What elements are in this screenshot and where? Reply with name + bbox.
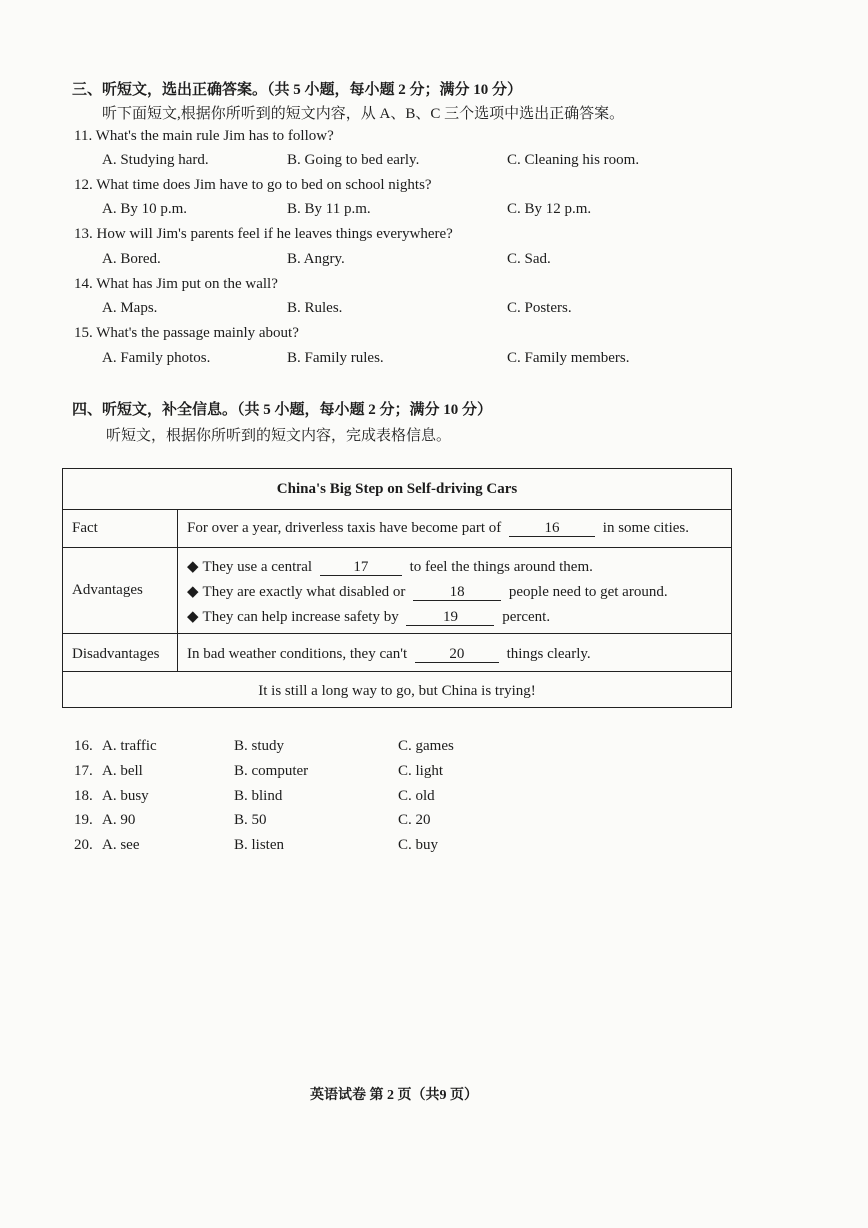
option-number: 19. (74, 812, 93, 828)
option-c: C. Sad. (507, 251, 551, 267)
option-a: A. traffic (102, 738, 157, 754)
option-c: C. 20 (398, 812, 431, 828)
disadvantages-label: Disadvantages (72, 646, 160, 662)
question-stem: 14. What has Jim put on the wall? (74, 276, 278, 292)
section-4-heading: 四、听短文，补全信息。（共 5 小题，每小题 2 分；满分 10 分） (72, 402, 493, 418)
option-c: C. By 12 p.m. (507, 201, 592, 217)
question-stem: 11. What's the main rule Jim has to follow? (74, 128, 334, 144)
option-c: C. old (398, 788, 435, 804)
table-row-fact (63, 509, 731, 547)
advantage-2: ◆ They are exactly what disabled or 18 people need to get around. (187, 584, 668, 600)
option-a: A. Studying hard. (102, 152, 209, 168)
option-b: B. Rules. (287, 300, 343, 316)
blank-20: 20 (415, 646, 499, 663)
table-title: China's Big Step on Self-driving Cars (276, 481, 518, 497)
option-a: A. see (102, 837, 140, 853)
section-4-instruction: 听短文，根据你所听到的短文内容，完成表格信息。 (106, 428, 452, 444)
disadvantage-text: In bad weather conditions, they can't 20 things clearly. (187, 646, 591, 662)
section-3-heading: 三、听短文，选出正确答案。（共 5 小题，每小题 2 分；满分 10 分） (72, 82, 523, 98)
page-footer: 英语试卷 第 2 页（共9 页） (310, 1088, 478, 1103)
fact-text: For over a year, driverless taxis have become part of 16 in some cities. (187, 520, 690, 536)
option-a: A. busy (102, 788, 149, 804)
option-a: A. Bored. (102, 251, 161, 267)
option-b: B. Angry. (287, 251, 345, 267)
section-3-instruction: 听下面短文,根据你所听到的短文内容，从 A、B、C 三个选项中选出正确答案。 (102, 106, 625, 122)
question-stem: 12. What time does Jim have to go to bed on school nights? (74, 177, 432, 193)
table-row-disadvantages (63, 633, 731, 671)
info-table (62, 468, 732, 708)
option-a: A. By 10 p.m. (102, 201, 188, 217)
fact-label: Fact (72, 520, 98, 536)
closing-text: It is still a long way to go, but China is trying! (258, 683, 536, 699)
option-b: B. Family rules. (287, 350, 384, 366)
advantages-label: Advantages (72, 582, 143, 598)
option-a: A. bell (102, 763, 143, 779)
option-number: 17. (74, 763, 93, 779)
blank-18: 18 (413, 584, 501, 601)
question-stem: 13. How will Jim's parents feel if he leaves things everywhere? (74, 226, 453, 242)
table-closing-row (63, 671, 731, 707)
option-number: 18. (74, 788, 93, 804)
option-b: B. computer (234, 763, 309, 779)
blank-16: 16 (509, 520, 595, 537)
option-c: C. Cleaning his room. (507, 152, 640, 168)
blank-19: 19 (406, 609, 494, 626)
table-title-row (63, 469, 731, 509)
option-c: C. games (398, 738, 454, 754)
option-a: A. Family photos. (102, 350, 211, 366)
option-b: B. study (234, 738, 285, 754)
table-row-advantages (63, 547, 731, 633)
option-b: B. 50 (234, 812, 267, 828)
option-c: C. buy (398, 837, 439, 853)
option-b: B. listen (234, 837, 285, 853)
option-a: A. Maps. (102, 300, 158, 316)
option-c: C. Family members. (507, 350, 630, 366)
option-b: B. By 11 p.m. (287, 201, 371, 217)
diamond-bullet-icon: ◆ (187, 559, 199, 575)
option-number: 20. (74, 837, 93, 853)
question-stem: 15. What's the passage mainly about? (74, 325, 299, 341)
diamond-bullet-icon: ◆ (187, 609, 199, 625)
diamond-bullet-icon: ◆ (187, 584, 199, 600)
option-number: 16. (74, 738, 93, 754)
option-b: B. Going to bed early. (287, 152, 420, 168)
advantage-1: ◆ They use a central 17 to feel the things around them. (187, 559, 593, 575)
option-c: C. Posters. (507, 300, 572, 316)
blank-17: 17 (320, 559, 402, 576)
advantage-3: ◆ They can help increase safety by 19 percent. (187, 609, 551, 625)
option-a: A. 90 (102, 812, 136, 828)
option-c: C. light (398, 763, 444, 779)
option-b: B. blind (234, 788, 283, 804)
